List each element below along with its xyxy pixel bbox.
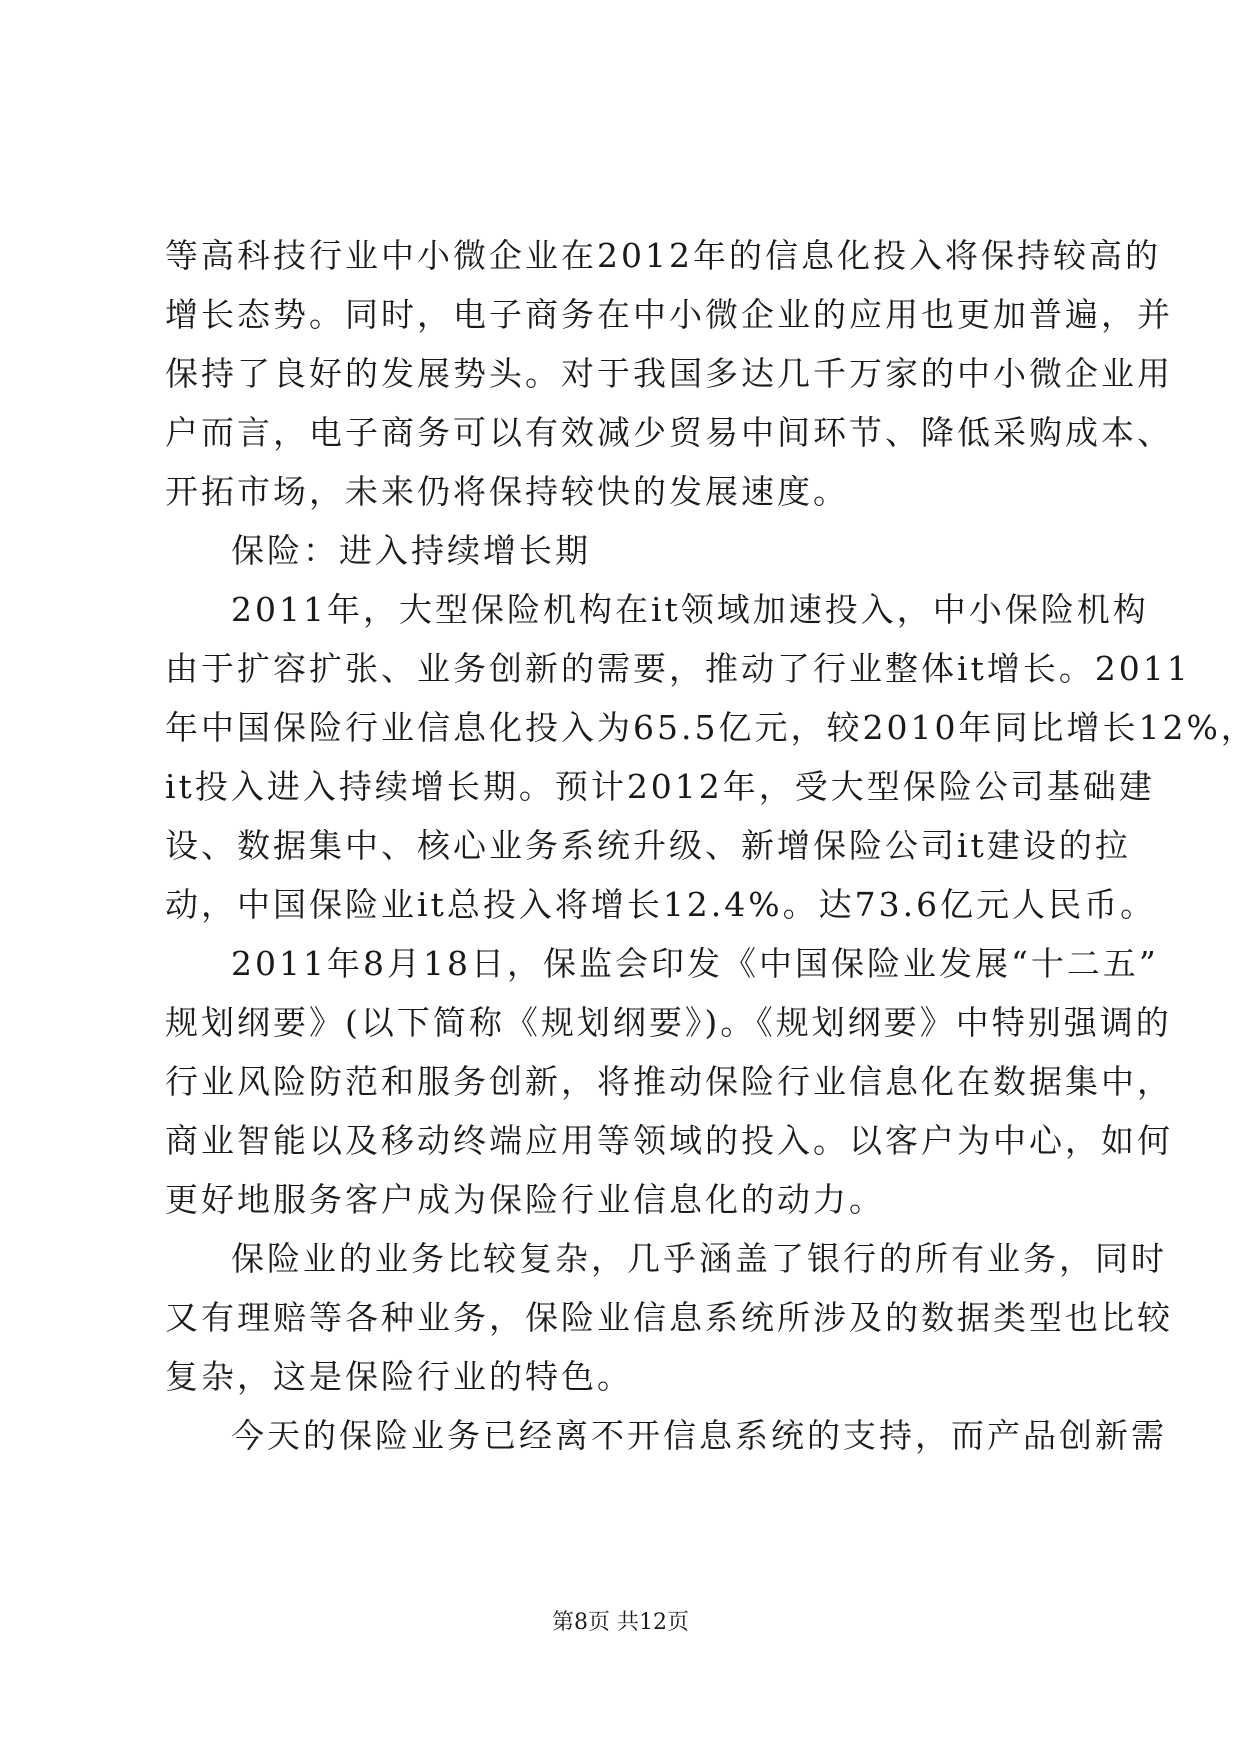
text-line: 行业风险防范和服务创新，将推动保险行业信息化在数据集中， [165, 1062, 1173, 1101]
paragraph-five-year-plan [165, 934, 1173, 1229]
text-line: 商业智能以及移动终端应用等领域的投入。以客户为中心，如何 [165, 1121, 1173, 1160]
section-heading-text: 保险：进入持续增长期 [231, 531, 591, 570]
text-line: 规划纲要》(以下简称《规划纲要》)。《规划纲要》中特别强调的 [165, 1003, 1172, 1042]
text-line: 复杂，这是保险行业的特色。 [165, 1357, 633, 1396]
text-line: 今天的保险业务已经离不开信息系统的支持，而产品创新需 [231, 1416, 1167, 1455]
paragraph-product-innovation [165, 1406, 1167, 1465]
text-line: 又有理赔等各种业务，保险业信息系统所涉及的数据类型也比较 [165, 1298, 1173, 1337]
page-number-footer: 第8页 共12页 [552, 1610, 689, 1635]
paragraph-2011-investment [165, 580, 1257, 934]
text-line: 等高科技行业中小微企业在2012年的信息化投入将保持较高的 [165, 236, 1161, 275]
paragraph-business-complexity [165, 1229, 1173, 1406]
text-line: 户而言，电子商务可以有效减少贸易中间环节、降低采购成本、 [165, 413, 1173, 452]
document-body [165, 226, 1257, 1465]
text-line: 2011年8月18日，保监会印发《中国保险业发展“十二五” [231, 944, 1159, 983]
text-line: 动，中国保险业it总投入将增长12.4%。达73.6亿元人民币。 [165, 885, 1157, 924]
text-line: 设、数据集中、核心业务系统升级、新增保险公司it建设的拉 [165, 826, 1131, 865]
text-line: 更好地服务客户成为保险行业信息化的动力。 [165, 1180, 885, 1219]
text-line: 由于扩容扩张、业务创新的需要，推动了行业整体it增长。2011 [165, 649, 1191, 688]
text-line: 保持了良好的发展势头。对于我国多达几千万家的中小微企业用 [165, 354, 1173, 393]
paragraph-intro-continuation [165, 226, 1173, 521]
text-line: 开拓市场，未来仍将保持较快的发展速度。 [165, 472, 849, 511]
text-line: 增长态势。同时，电子商务在中小微企业的应用也更加普遍，并 [165, 295, 1173, 334]
text-line: 保险业的业务比较复杂，几乎涵盖了银行的所有业务，同时 [231, 1239, 1167, 1278]
text-line: it投入进入持续增长期。预计2012年，受大型保险公司基础建 [165, 767, 1155, 806]
text-line: 年中国保险行业信息化投入为65.5亿元，较2010年同比增长12%， [165, 708, 1257, 747]
section-heading [165, 521, 1085, 580]
text-line: 2011年，大型保险机构在it领域加速投入，中小保险机构 [231, 590, 1149, 629]
